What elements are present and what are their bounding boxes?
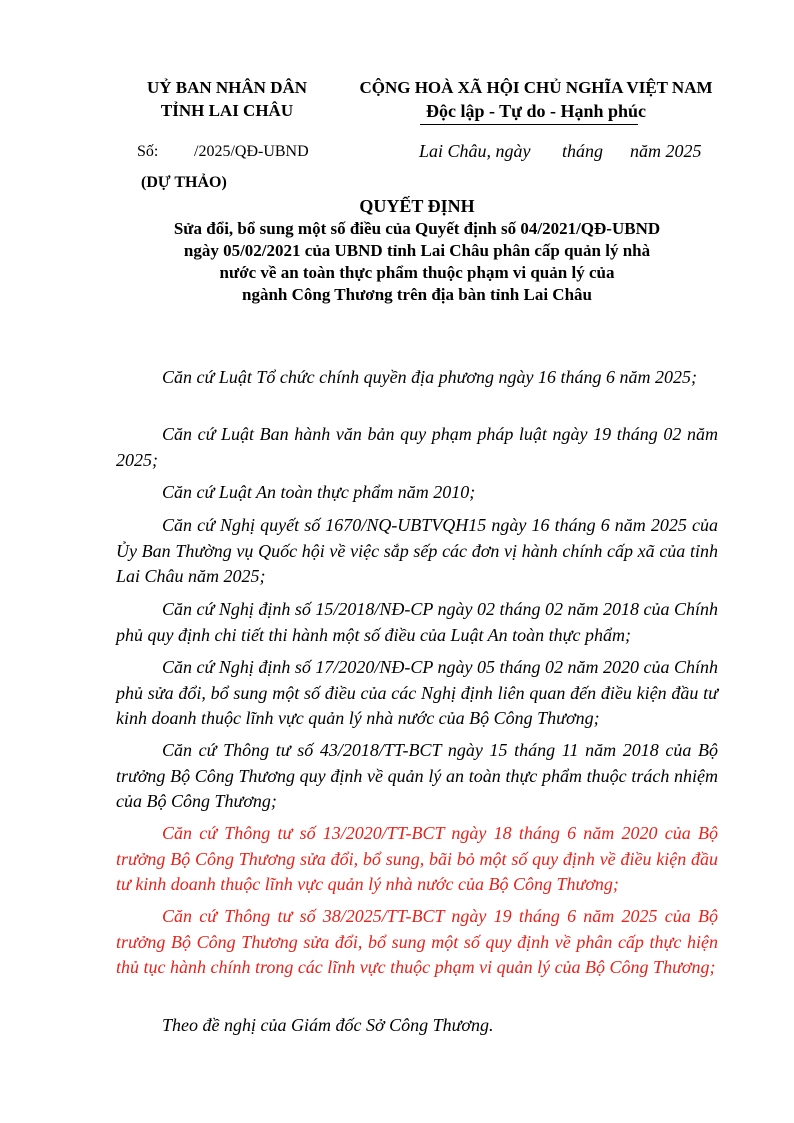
legal-basis-paragraph: Căn cứ Luật Ban hành văn bản quy phạm pháp luật ngày 19 tháng 02 năm 2025; [116,424,718,470]
agency-name-line2: TỈNH LAI CHÂU [160,101,294,120]
legal-basis-paragraph: Căn cứ Nghị quyết số 1670/NQ-UBTVQH15 ngày 16 tháng 6 năm 2025 của Ủy Ban Thường vụ Quốc hội về việc sắp sếp các đơn vị hành chính cấp xã của tỉnh Lai Châu năm 2025; [116,515,718,586]
legal-basis-paragraph: Căn cứ Luật An toàn thực phẩm năm 2010; [162,482,476,502]
subject-line3: nước về an toàn thực phẩm thuộc phạm vi quản lý của [219,263,615,282]
legal-basis-paragraph: Căn cứ Luật Tổ chức chính quyền địa phương ngày 16 tháng 6 năm 2025; [162,367,698,387]
draft-label: (DỰ THẢO) [141,174,227,191]
legal-basis-paragraph: Căn cứ Nghị định số 15/2018/NĐ-CP ngày 02 tháng 02 năm 2018 của Chính phủ quy định chi tiết thi hành một số điều của Luật An toàn thực phẩm; [116,599,718,645]
subject-line2: ngày 05/02/2021 của UBND tỉnh Lai Châu phân cấp quản lý nhà [183,241,651,260]
subject-line4: ngành Công Thương trên địa bàn tỉnh Lai Châu [242,285,592,304]
document-number: /2025/QĐ-UBND [194,143,309,160]
legal-basis-paragraph: Căn cứ Thông tư số 43/2018/TT-BCT ngày 15 tháng 11 năm 2018 của Bộ trưởng Bộ Công Thương quy định về quản lý an toàn thực phẩm thuộc trách nhiệm của Bộ Công Thương; [116,740,718,811]
nation-motto: Độc lập - Tự do - Hạnh phúc [425,101,647,121]
subject-line1: Sửa đổi, bổ sung một số điều của Quyết định số 04/2021/QĐ-UBND [173,219,661,238]
document-title: QUYẾT ĐỊNH [359,196,475,216]
motto-underline [420,124,638,125]
place-and-date: Lai Châu, ngày tháng năm 2025 [419,141,702,161]
legal-basis-paragraph: Căn cứ Nghị định số 17/2020/NĐ-CP ngày 05 tháng 02 năm 2020 của Chính phủ sửa đổi, bổ sung một số điều của các Nghị định liên quan đến điều kiện đầu tư kinh doanh thuộc lĩnh vực quản lý nhà nước của Bộ Công Thương; [116,657,718,728]
legal-basis-paragraph-highlighted: Căn cứ Thông tư số 38/2025/TT-BCT ngày 19 tháng 6 năm 2025 của Bộ trưởng Bộ Công Thương sửa đổi, bổ sung một số quy định về phân cấp thực hiện thủ tục hành chính trong các lĩnh vực thuộc phạm vi quản lý của Bộ Công Thương; [116,906,718,977]
document-number-label: Số: [137,143,159,160]
legal-basis-paragraph-highlighted: Căn cứ Thông tư số 13/2020/TT-BCT ngày 18 tháng 6 năm 2020 của Bộ trưởng Bộ Công Thương sửa đổi, bổ sung, bãi bỏ một số quy định về điều kiện đầu tư kinh doanh thuộc lĩnh vực quản lý nhà nước của Bộ Công Thương; [116,823,718,894]
agency-name-line1: UỶ BAN NHÂN DÂN [146,78,308,97]
proposal-paragraph: Theo đề nghị của Giám đốc Sở Công Thương. [162,1015,494,1035]
nation-name: CỘNG HOÀ XÃ HỘI CHỦ NGHĨA VIỆT NAM [359,78,713,97]
